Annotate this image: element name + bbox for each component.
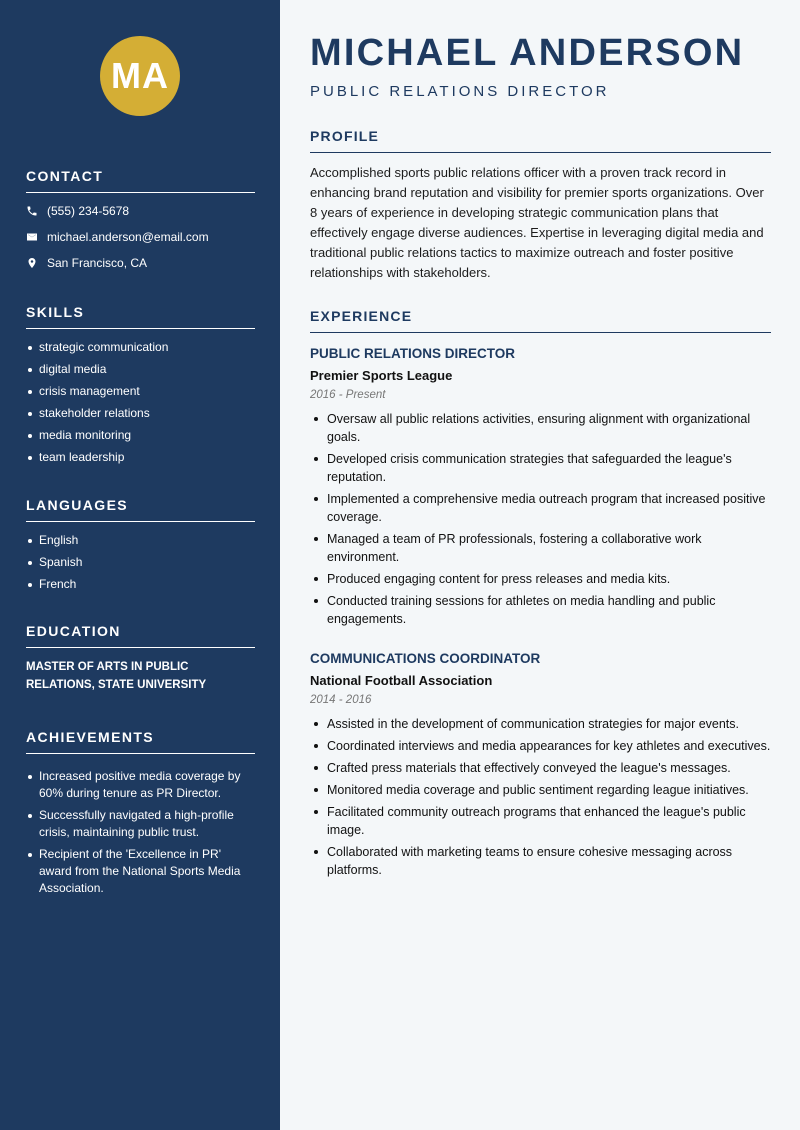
contact-phone (26, 198, 255, 224)
list-item: Implemented a comprehensive media outreach program that increased positive coverage. (310, 490, 771, 526)
skills-title: SKILLS (26, 304, 255, 329)
profile-title: PROFILE (310, 128, 771, 153)
education-degree: MASTER OF ARTS IN PUBLIC RELATIONS, STATE UNIVERSITY (26, 661, 207, 691)
list-item: French (26, 576, 255, 593)
list-item: Crafted press materials that effectively conveyed the league's messages. (310, 759, 771, 777)
languages-title: LANGUAGES (26, 497, 255, 522)
sidebar (0, 0, 280, 1130)
contact-location (26, 250, 255, 276)
languages-section (26, 497, 255, 598)
experience-title: EXPERIENCE (310, 308, 771, 333)
list-item: digital media (26, 361, 255, 378)
list-item: stakeholder relations (26, 405, 255, 422)
job-bullets (310, 715, 771, 879)
list-item: Collaborated with marketing teams to ensure cohesive messaging across platforms. (310, 843, 771, 879)
languages-list (26, 532, 255, 593)
job-dates: 2016 - Present (310, 389, 386, 401)
job-bullets (310, 410, 771, 628)
email-text: michael.anderson@email.com (47, 230, 209, 244)
list-item: Recipient of the 'Excellence in PR' award from the National Sports Media Association. (26, 846, 255, 897)
list-item: Increased positive media coverage by 60% during tenure as PR Director. (26, 768, 255, 802)
achievements-list (26, 768, 255, 897)
contact-title: CONTACT (26, 168, 255, 193)
education-title: EDUCATION (26, 623, 255, 648)
list-item: Conducted training sessions for athletes on media handling and public engagements. (310, 592, 771, 628)
skills-list (26, 339, 255, 466)
list-item: crisis management (26, 383, 255, 400)
list-item: Managed a team of PR professionals, fostering a collaborative work environment. (310, 530, 771, 566)
job-entry (310, 651, 771, 883)
list-item: Produced engaging content for press releases and media kits. (310, 570, 771, 588)
list-item: Facilitated community outreach programs that enhanced the league's public image. (310, 803, 771, 839)
list-item: Oversaw all public relations activities, ensuring alignment with organizational goals. (310, 410, 771, 446)
skills-section (26, 304, 255, 471)
achievements-section (26, 729, 255, 902)
profile-text: Accomplished sports public relations officer with a proven track record in enhancing brand reputation and visibility for premier sports organizations. Over 8 years of experience in developing strategic communication plans that effectively engage diverse audiences. Expertise in leveraging digital media and traditional public relations tactics to maximize outreach and foster positive relationships with stakeholders. (310, 165, 764, 280)
list-item: Developed crisis communication strategies that safeguarded the league's reputation. (310, 450, 771, 486)
achievements-title: ACHIEVEMENTS (26, 729, 255, 754)
candidate-name: MICHAEL ANDERSON (310, 32, 745, 74)
contact-email (26, 224, 255, 250)
job-company: National Football Association (310, 673, 493, 688)
list-item: Spanish (26, 554, 255, 571)
list-item: strategic communication (26, 339, 255, 356)
job-title: COMMUNICATIONS COORDINATOR (310, 651, 541, 666)
location-pin-icon (26, 257, 38, 269)
job-entry (310, 346, 771, 632)
list-item: media monitoring (26, 427, 255, 444)
job-company: Premier Sports League (310, 368, 453, 383)
location-text: San Francisco, CA (47, 256, 148, 270)
list-item: Coordinated interviews and media appearances for key athletes and executives. (310, 737, 771, 755)
email-icon (26, 231, 38, 243)
job-dates: 2014 - 2016 (310, 694, 372, 706)
list-item: Successfully navigated a high-profile crisis, maintaining public trust. (26, 807, 255, 841)
candidate-role: PUBLIC RELATIONS DIRECTOR (310, 83, 610, 100)
list-item: team leadership (26, 449, 255, 466)
job-title: PUBLIC RELATIONS DIRECTOR (310, 346, 516, 361)
avatar: MA (100, 36, 180, 116)
contact-section (26, 168, 255, 276)
list-item: English (26, 532, 255, 549)
education-section (26, 623, 255, 694)
list-item: Monitored media coverage and public sentiment regarding league initiatives. (310, 781, 771, 799)
phone-text: (555) 234-5678 (47, 204, 130, 218)
phone-icon (26, 205, 38, 217)
list-item: Assisted in the development of communication strategies for major events. (310, 715, 771, 733)
